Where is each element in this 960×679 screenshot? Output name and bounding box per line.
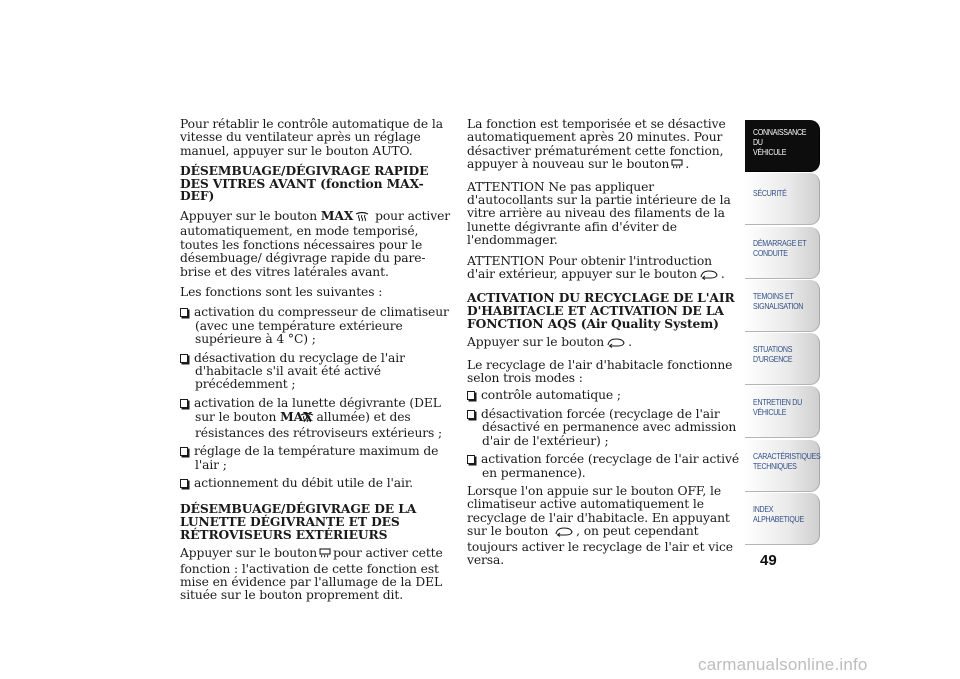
checkbox-bullet-icon xyxy=(180,479,188,488)
windshield-defrost-icon xyxy=(355,211,369,225)
checkbox-bullet-icon xyxy=(180,354,188,363)
recirculation-icon xyxy=(699,269,719,283)
paragraph: Appuyer sur le bouton . xyxy=(467,336,739,351)
checkbox-bullet-icon xyxy=(467,410,475,419)
paragraph: La fonction est temporisée et se désactive automatiquement après 20 minutes. Pour désactiver prématurément cette fonction, appuyer à nouveau sur le bouton . xyxy=(467,118,739,174)
rear-defrost-icon xyxy=(319,548,331,562)
tab-demarrage-et-conduite[interactable]: DÉMARRAGE ET CONDUITE xyxy=(745,227,820,279)
checkbox-bullet-icon xyxy=(180,447,188,456)
list-item: désactivation du recyclage de l'air d'habitacle s'il avait été activé précédemment ; xyxy=(180,352,452,392)
section-heading: DÉSEMBUAGE/DÉGIVRAGE DE LA LUNETTE DÉGIVRANTE ET DES RÉTROVISEURS EXTÉRIEURS xyxy=(180,501,417,542)
chapter-tabs xyxy=(745,120,820,546)
paragraph: Pour rétablir le contrôle automatique de la vitesse du ventilateur après un réglage manuel, appuyer sur le bouton AUTO. xyxy=(180,117,443,158)
checkbox-bullet-icon xyxy=(467,391,475,400)
recirculation-icon xyxy=(606,337,626,351)
tab-caracteristiques-techniques[interactable]: CARACTÉRISTIQUES TECHNIQUES xyxy=(745,440,820,492)
tab-securite[interactable]: SÉCURITÉ xyxy=(745,173,820,225)
paragraph: Appuyer sur le bouton pour activer cette fonction : l'activation de cette fonction est mise en évidence par l'allumage de la DEL située sur le bouton proprement dit. xyxy=(180,546,443,603)
checkbox-bullet-icon xyxy=(180,399,188,408)
checkbox-bullet-icon xyxy=(467,455,475,464)
tab-index-alphabetique[interactable]: INDEX ALPHABETIQUE xyxy=(745,493,820,545)
list-item: désactivation forcée (recyclage de l'air désactivé en permanence avec admission d'air de l'extérieur) ; xyxy=(467,408,739,448)
warning-paragraph: ATTENTION Pour obtenir l'introduction d'air extérieur, appuyer sur le bouton . xyxy=(467,255,739,284)
watermark: carmanualsonline.info xyxy=(698,655,868,674)
list-item: réglage de la température maximum de l'air ; xyxy=(180,445,452,472)
warning-paragraph: ATTENTION Ne pas appliquer d'autocollants sur la partie intérieure de la vitre arrière au niveau des filaments de la lunette dégivrante afin d'éviter de l'endommager. xyxy=(467,179,731,248)
paragraph: Le recyclage de l'air d'habitacle fonctionne selon trois modes : xyxy=(467,357,733,386)
tab-situations-d-urgence[interactable]: SITUATIONS D'URGENCE xyxy=(745,333,820,385)
list-item: activation du compresseur de climatiseur (avec une température extérieure supérieure à 4 °C) ; xyxy=(180,306,452,346)
list-item: actionnement du débit utile de l'air. xyxy=(180,477,452,490)
tab-temoins-et-signalisation[interactable]: TEMOINS ET SIGNALISATION xyxy=(745,280,820,332)
section-heading: DÉSEMBUAGE/DÉGIVRAGE RAPIDE DES VITRES AVANT (fonction MAX-DEF) xyxy=(180,163,429,204)
tab-entretien-du-vehicule[interactable]: ENTRETIEN DU VÉHICULE xyxy=(745,386,820,438)
paragraph: Les fonctions sont les suivantes : xyxy=(180,285,383,300)
list-item: activation forcée (recyclage de l'air activé en permanence). xyxy=(467,453,739,480)
left-column xyxy=(180,118,452,610)
paragraph: Lorsque l'on appuie sur le bouton OFF, le climatiseur active automatiquement le recyclage de l'air d'habitacle. En appuyant sur le bouton , on peut cependant toujours activer le recyclage de l'air et vice versa. xyxy=(467,483,733,567)
right-column xyxy=(467,118,739,574)
paragraph: Appuyer sur le bouton MAX pour activer automatiquement, en mode temporisé, toutes les fonctions nécessaires pour le désembuage/ dégivrage rapide du pare-brise et des vitres latérales avant. xyxy=(180,208,451,279)
list-item: contrôle automatique ; xyxy=(467,389,739,402)
section-heading: ACTIVATION DU RECYCLAGE DE L'AIR D'HABITACLE ET ACTIVATION DE LA FONCTION AQS (Air Quality System) xyxy=(467,290,735,331)
rear-defrost-icon xyxy=(671,159,683,173)
checkbox-bullet-icon xyxy=(180,308,188,317)
page-number: 49 xyxy=(760,552,777,569)
list-item: activation de la lunette dégivrante (DEL sur le bouton MAX allumée) et des résistances des rétroviseurs extérieurs ; xyxy=(180,397,452,440)
tab-connaissance-du-vehicule[interactable]: CONNAISSANCE DU VÉHICULE xyxy=(745,120,820,172)
recirculation-icon xyxy=(554,526,574,540)
